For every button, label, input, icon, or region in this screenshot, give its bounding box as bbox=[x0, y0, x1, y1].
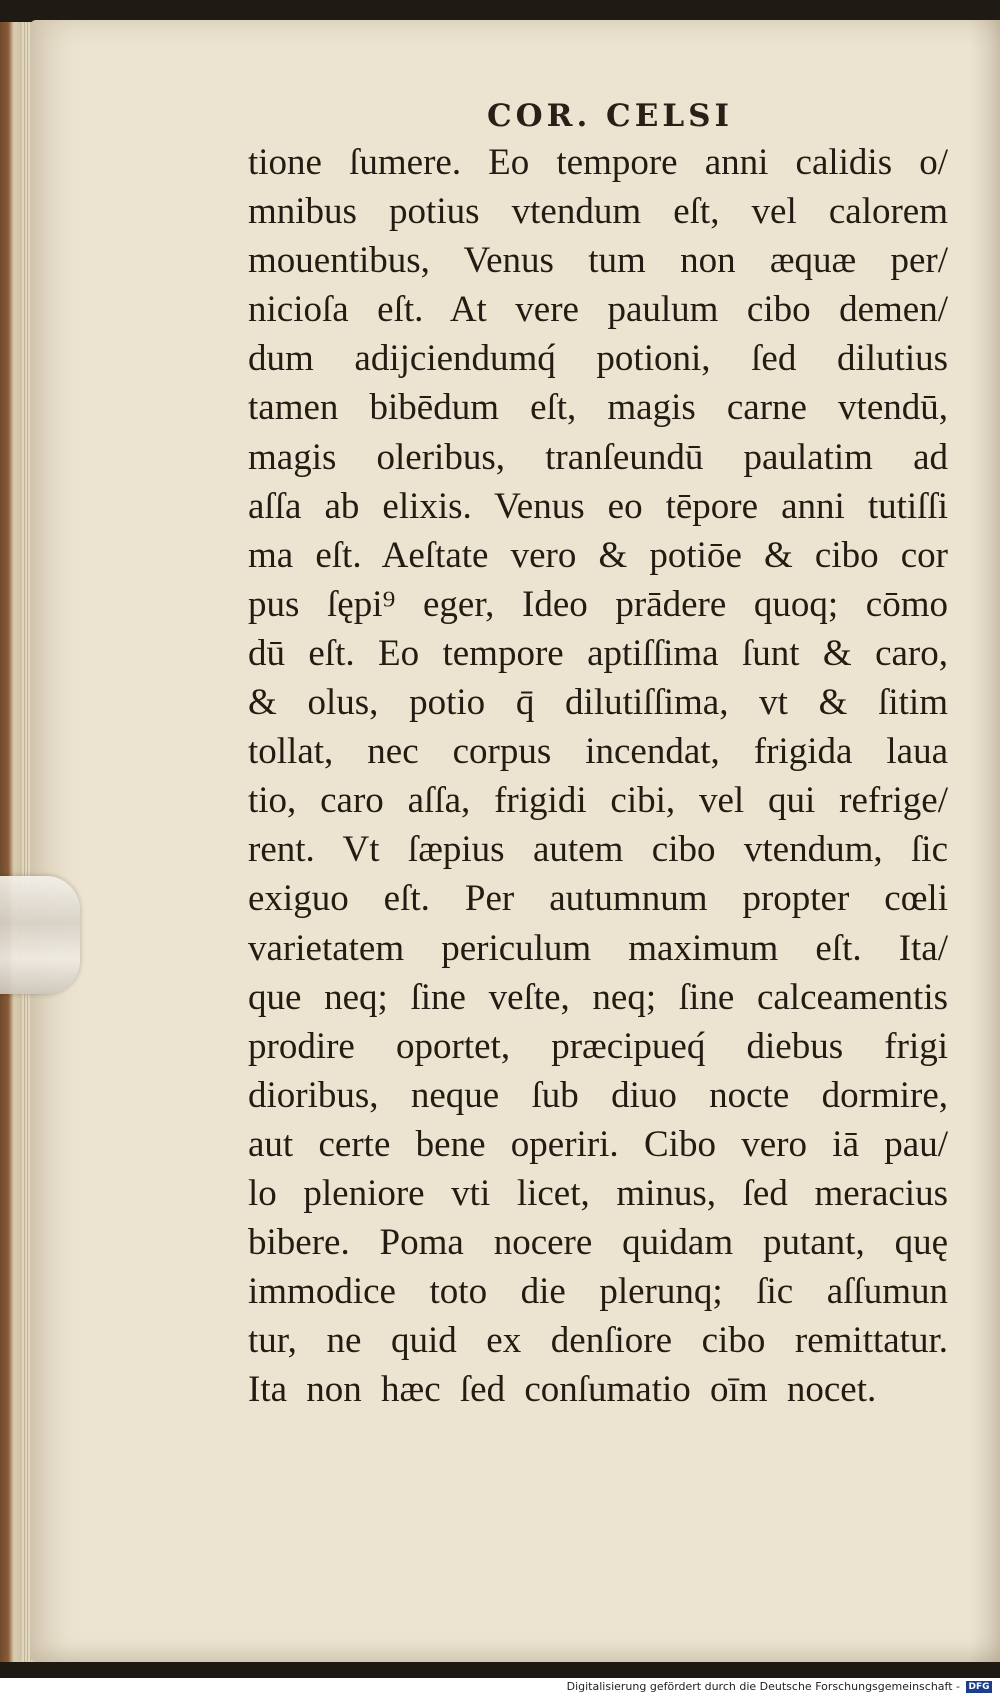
text-line: mouentibus, Venus tum non æquæ per/ bbox=[248, 240, 948, 282]
text-line: magis oleribus, tranſeundū paulatim ad bbox=[248, 436, 948, 478]
text-line: dū eſt. Eo tempore aptiſſima ſunt & caro, bbox=[248, 632, 948, 674]
body-text bbox=[248, 138, 948, 1414]
text-line: dioribus, neque ſub diuo nocte dormire, bbox=[248, 1074, 948, 1116]
text-line: nicioſa eſt. At vere paulum cibo demen/ bbox=[248, 289, 948, 331]
text-line: rent. Vt ſæpius autem cibo vtendum, ſic bbox=[248, 829, 948, 871]
text-line: aſſa ab elixis. Venus eo tēpore anni tutiſſi bbox=[248, 485, 948, 527]
text-line: & olus, potio q̄ dilutiſſima, vt & ſitim bbox=[248, 682, 948, 724]
text-line: tur, ne quid ex denſiore cibo remittatur. bbox=[248, 1320, 948, 1362]
running-head: COR. CELSI bbox=[487, 98, 734, 134]
text-line: tio, caro aſſa, frigidi cibi, vel qui refrige/ bbox=[248, 780, 948, 822]
page-holder-clip bbox=[0, 876, 80, 994]
text-line: dum adijciendumq́ potioni, ſed dilutius bbox=[248, 338, 948, 380]
text-line: ma eſt. Aeſtate vero & potiōe & cibo cor bbox=[248, 534, 948, 576]
text-line: prodire oportet, præcipueq́ diebus frigi bbox=[248, 1025, 948, 1067]
funding-credit: Digitalisierung gefördert durch die Deutsche Forschungsgemeinschaft - bbox=[566, 1680, 960, 1693]
text-line: que neq; ſine veſte, neq; ſine calceamentis bbox=[248, 976, 948, 1018]
text-line: aut certe bene operiri. Cibo vero iā pau/ bbox=[248, 1123, 948, 1165]
text-line: tamen bibēdum eſt, magis carne vtendū, bbox=[248, 387, 948, 429]
text-line: bibere. Poma nocere quidam putant, quę bbox=[248, 1222, 948, 1264]
text-line: exiguo eſt. Per autumnum propter cœli bbox=[248, 878, 948, 920]
text-line: pus ſępi⁹ eger, Ideo prādere quoq; cōmo bbox=[248, 583, 948, 625]
text-line: lo pleniore vti licet, minus, ſed meracius bbox=[248, 1172, 948, 1214]
text-line: varietatem periculum maximum eſt. Ita/ bbox=[248, 927, 948, 969]
text-line: immodice toto die plerunq; ſic aſſumun bbox=[248, 1271, 948, 1313]
page-right-shadow bbox=[970, 20, 1000, 1662]
text-line: Ita non hæc ſed conſumatio oīm nocet. bbox=[248, 1369, 877, 1411]
footer-bar bbox=[0, 1678, 1000, 1697]
dfg-logo: DFG bbox=[966, 1681, 992, 1693]
scan-background-bottom bbox=[0, 1662, 1000, 1678]
text-line: tollat, nec corpus incendat, frigida laua bbox=[248, 731, 948, 773]
text-line: tione ſumere. Eo tempore anni calidis o/ bbox=[248, 142, 948, 183]
text-line: mnibus potius vtendum eſt, vel calorem bbox=[248, 191, 948, 233]
